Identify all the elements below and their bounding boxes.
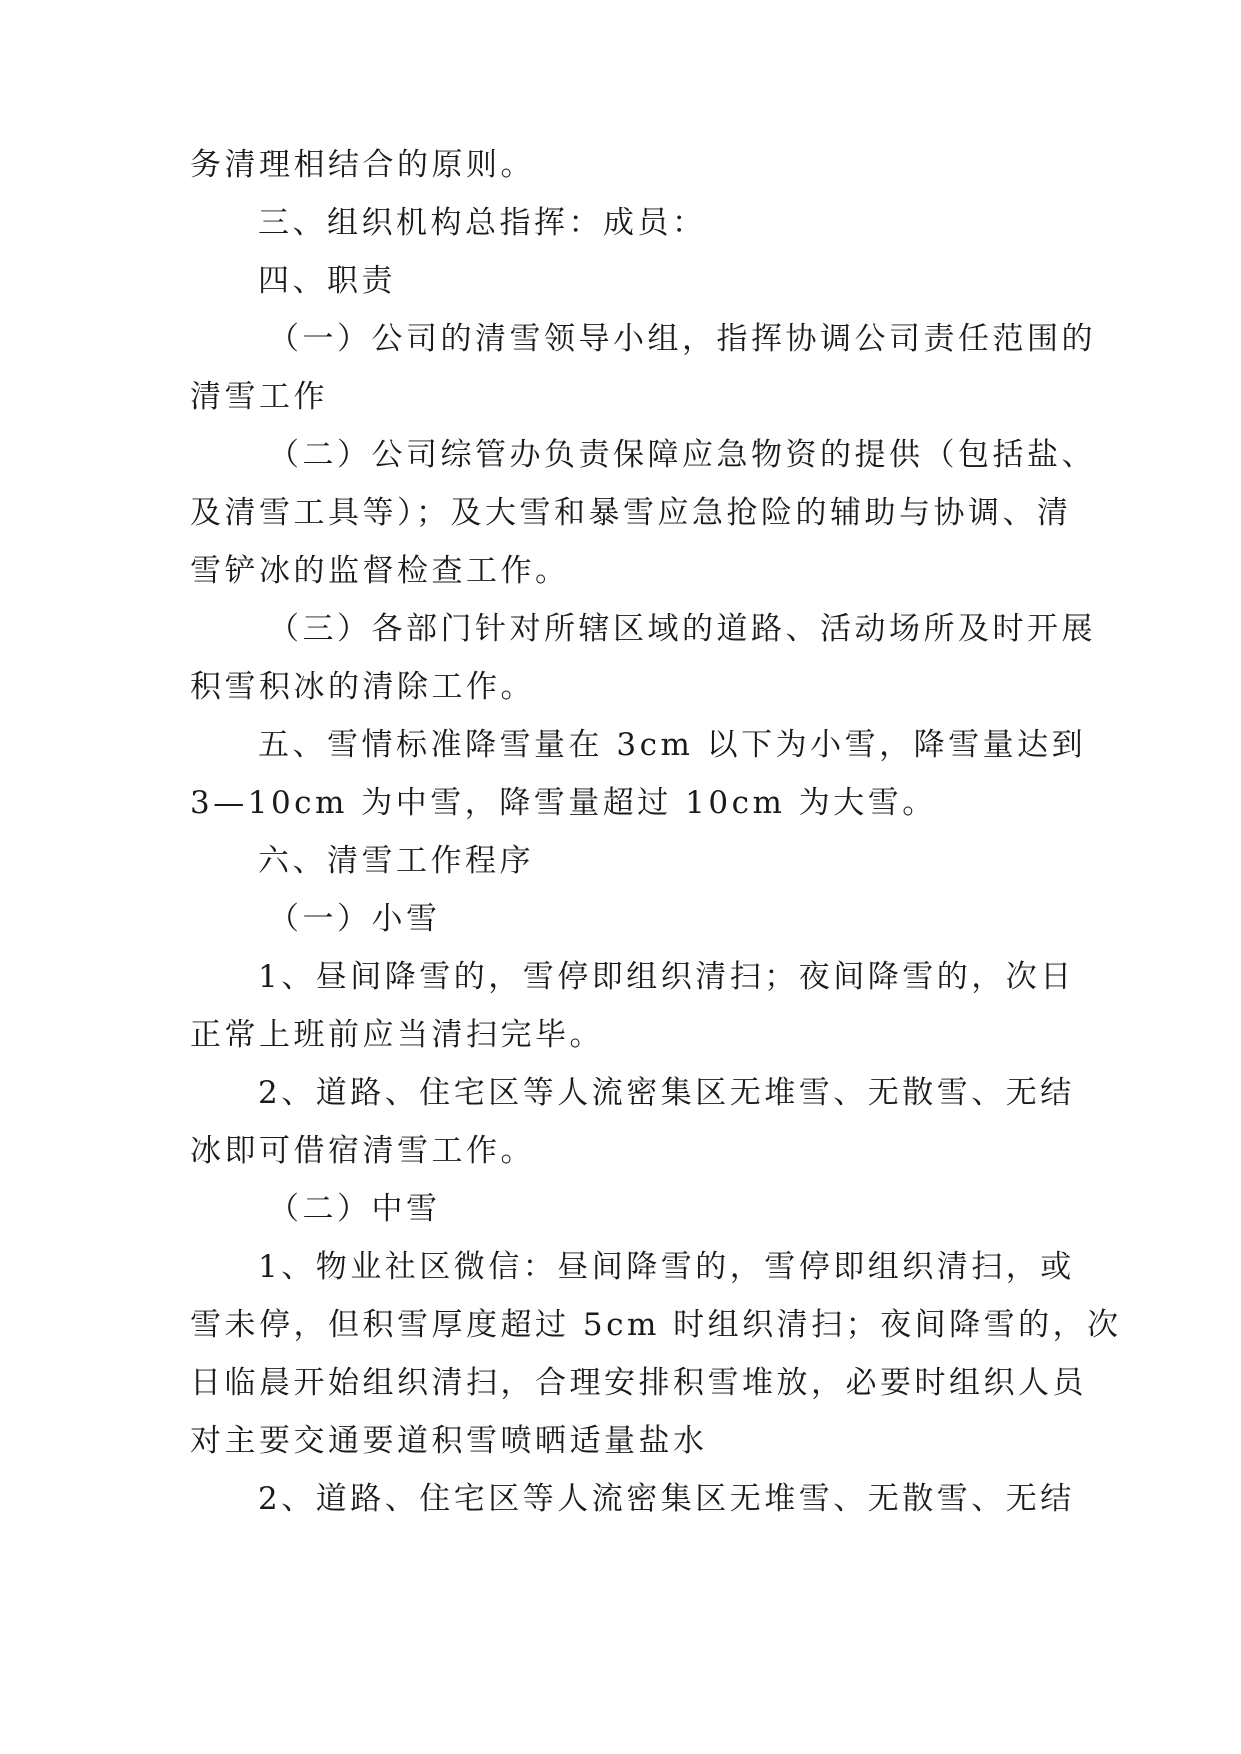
text-line: 2、道路、住宅区等人流密集区无堆雪、无散雪、无结 (258, 1075, 1075, 1111)
text-line: （一）公司的清雪领导小组，指挥协调公司责任范围的 (268, 321, 1096, 357)
text-line: 对主要交通要道积雪喷晒适量盐水 (190, 1423, 708, 1459)
text-line: 1、物业社区微信：昼间降雪的，雪停即组织清扫，或 (258, 1249, 1075, 1285)
text-line: （二）公司综管办负责保障应急物资的提供（包括盐、 (268, 437, 1096, 473)
text-line: 3—10cm 为中雪，降雪量超过 10cm 为大雪。 (190, 785, 937, 821)
text-line: 日临晨开始组织清扫，合理安排积雪堆放，必要时组织人员 (190, 1365, 1087, 1401)
text-line: 积雪积冰的清除工作。 (190, 669, 535, 705)
subsection-heading-moderate-snow: （二）中雪 (268, 1191, 441, 1227)
text-line: 雪铲冰的监督检查工作。 (190, 553, 570, 589)
text-line: 及清雪工具等）；及大雪和暴雪应急抢险的辅助与协调、清 (190, 495, 1072, 531)
section-heading-duties: 四、职责 (258, 263, 396, 299)
section-heading-organization: 三、组织机构总指挥：成员： (258, 205, 707, 241)
text-line: （三）各部门针对所辖区域的道路、活动场所及时开展 (268, 611, 1096, 647)
subsection-heading-light-snow: （一）小雪 (268, 901, 441, 937)
text-line: 2、道路、住宅区等人流密集区无堆雪、无散雪、无结 (258, 1481, 1075, 1517)
text-line: 雪未停，但积雪厚度超过 5cm 时组织清扫；夜间降雪的，次 (190, 1307, 1122, 1343)
section-heading-procedure: 六、清雪工作程序 (258, 843, 534, 879)
text-line: 务清理相结合的原则。 (190, 147, 535, 183)
section-heading-snow-standard: 五、雪情标准降雪量在 3cm 以下为小雪，降雪量达到 (258, 727, 1087, 763)
text-line: 1、昼间降雪的，雪停即组织清扫；夜间降雪的，次日 (258, 959, 1075, 995)
text-line: 正常上班前应当清扫完毕。 (190, 1017, 604, 1053)
text-line: 冰即可借宿清雪工作。 (190, 1133, 535, 1169)
text-line: 清雪工作 (190, 379, 328, 415)
